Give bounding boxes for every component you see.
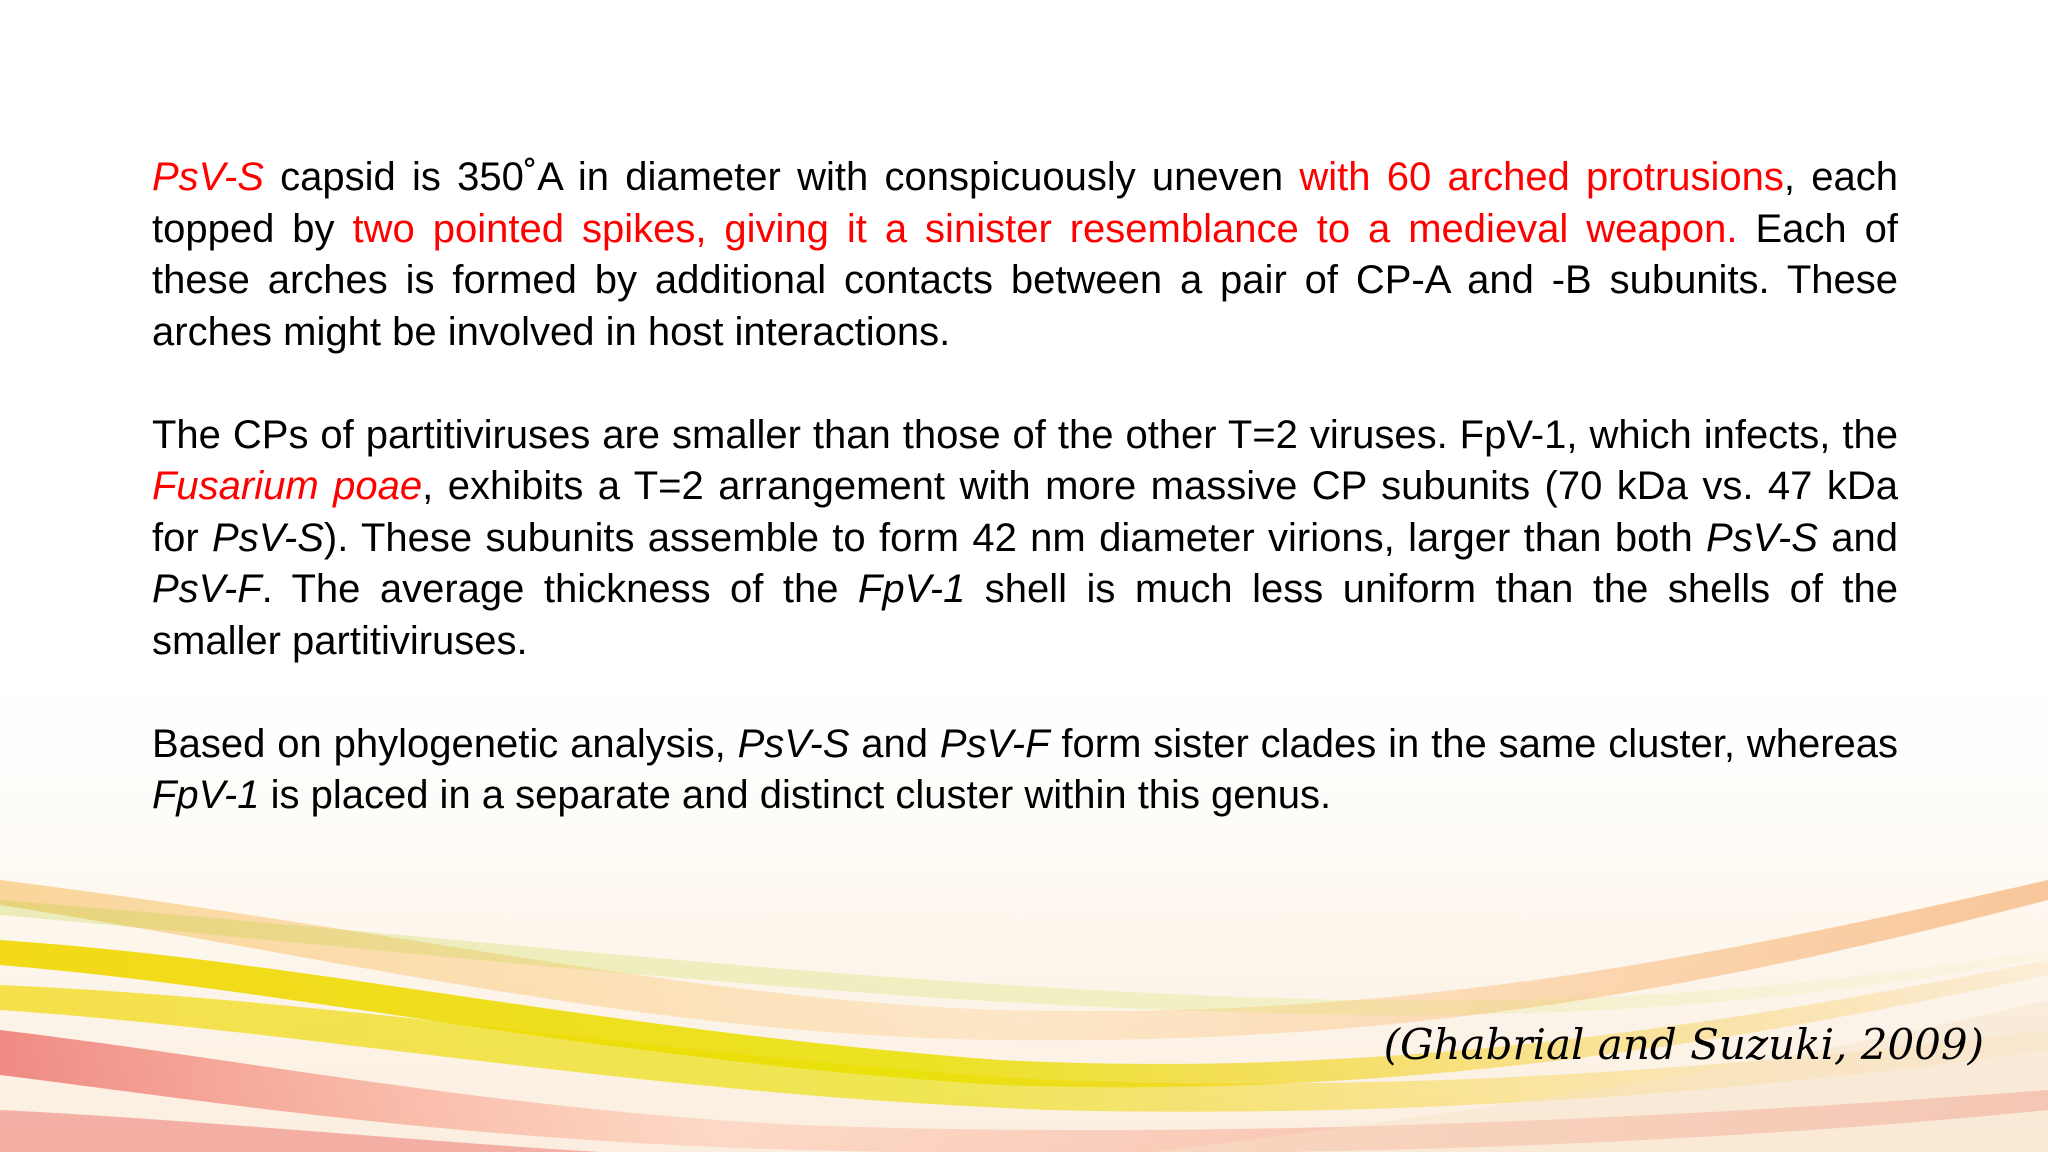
highlight-text: Fusarium poae [152, 464, 423, 508]
text-segment: PsV-S [152, 155, 264, 199]
text-segment: form sister clades in the same cluster, whereas [1049, 721, 1899, 766]
text-segment: . The average thickness of the [261, 567, 858, 611]
italic-text: FpV-1 [857, 567, 966, 611]
text-segment: Each of these arches is formed by additional contacts between a pair of CP-A and -B subunits. These arches might be involved in host interactions. [152, 206, 1898, 354]
text-segment: and [1817, 515, 1898, 560]
italic-text: PsV-S [212, 515, 324, 560]
text-segment: ). These subunits assemble to form 42 nm diameter virions, larger than both [323, 515, 1707, 560]
slide-body-text [152, 152, 1898, 873]
text-segment: capsid is 350˚A in diameter with conspicuously uneven [263, 155, 1300, 199]
text-segment: , exhibits a T=2 arrangement with more massive CP subunits (70 kDa vs. 47 kDa for [152, 464, 1898, 560]
italic-text: PsV-S [1706, 515, 1818, 560]
highlight-text: two pointed spikes, giving it a sinister resemblance to a medieval weapon. [352, 206, 1738, 251]
text-segment: , each topped by [152, 155, 1899, 251]
citation: (Ghabrial and Suzuki, 2009) [1383, 1020, 1984, 1069]
paragraph-1 [152, 152, 1898, 358]
italic-text: PsV-F [939, 721, 1050, 766]
paragraph-3 [152, 719, 1898, 822]
text-segment: and [849, 721, 940, 766]
italic-text: PsV-F [152, 567, 262, 611]
italic-text: PsV-S [737, 721, 850, 766]
italic-text: FpV-1 [152, 773, 260, 817]
text-segment: The CPs of partitiviruses are smaller than those of the other T=2 viruses. FpV-1, which infects, the [152, 412, 1898, 457]
text-segment: shell is much less uniform than the shells of the smaller partitiviruses. [152, 567, 1899, 663]
paragraph-2 [152, 410, 1898, 668]
highlight-text: with 60 arched protrusions [1299, 155, 1784, 199]
text-segment: Based on phylogenetic analysis, [152, 721, 738, 766]
text-segment: is placed in a separate and distinct cluster within this genus. [259, 773, 1332, 817]
